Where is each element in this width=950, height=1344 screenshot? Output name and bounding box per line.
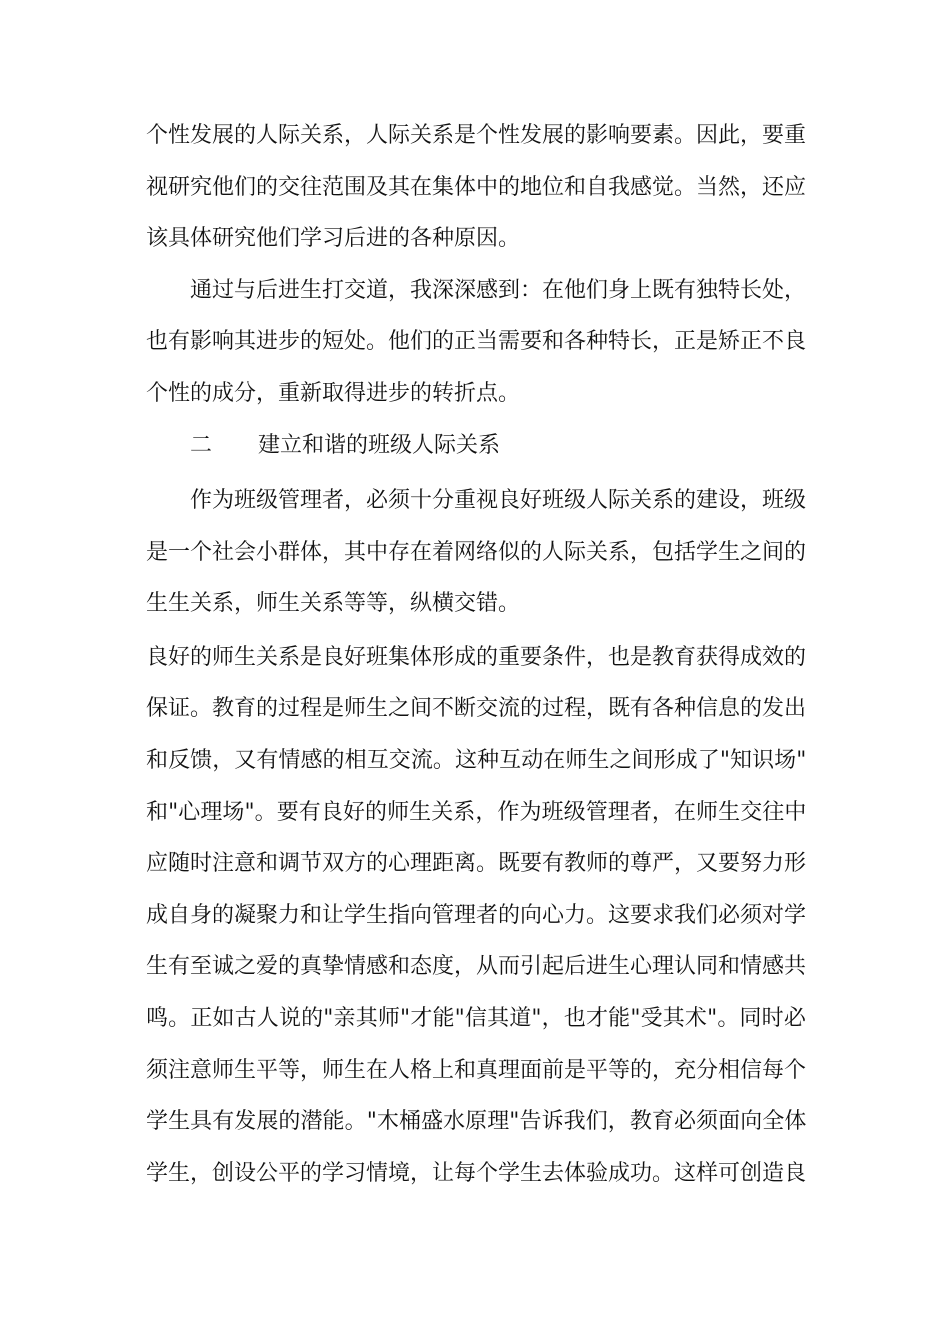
paragraph-line: 成自身的凝聚力和让学生指向管理者的向心力。这要求我们必须对学 xyxy=(146,903,807,928)
paragraph-line: 视研究他们的交往范围及其在集体中的地位和自我感觉。当然，还应 xyxy=(146,175,807,200)
paragraph-line: 应随时注意和调节双方的心理距离。既要有教师的尊严，又要努力形 xyxy=(146,851,807,876)
paragraph-line: 生生关系，师生关系等等，纵横交错。 xyxy=(146,591,521,616)
paragraph-line: 须注意师生平等，师生在人格上和真理面前是平等的，充分相信每个 xyxy=(146,1058,807,1083)
paragraph-line: 良好的师生关系是良好班集体形成的重要条件，也是教育获得成效的 xyxy=(146,645,807,670)
paragraph-line: 鸣。正如古人说的"亲其师"才能"信其道"，也才能"受其术"。同时必 xyxy=(146,1006,806,1031)
section-number: 二 xyxy=(190,433,213,458)
section-title: 建立和谐的班级人际关系 xyxy=(258,433,501,458)
paragraph-line: 保证。教育的过程是师生之间不断交流的过程，既有各种信息的发出 xyxy=(146,696,807,721)
paragraph-line: 学生，创设公平的学习情境，让每个学生去体验成功。这样可创造良 xyxy=(146,1161,807,1186)
paragraph-line: 学生具有发展的潜能。"木桶盛水原理"告诉我们，教育必须面向全体 xyxy=(146,1109,807,1134)
paragraph-line: 也有影响其进步的短处。他们的正当需要和各种特长，正是矫正不良 xyxy=(146,329,807,354)
paragraph-line: 和反馈，又有情感的相互交流。这种互动在师生之间形成了"知识场" xyxy=(146,748,807,773)
paragraph-line: 个性发展的人际关系，人际关系是个性发展的影响要素。因此，要重 xyxy=(146,123,807,148)
paragraph-line: 生有至诚之爱的真挚情感和态度，从而引起后进生心理认同和情感共 xyxy=(146,954,807,979)
paragraph-line: 个性的成分，重新取得进步的转折点。 xyxy=(146,381,521,406)
paragraph-line: 通过与后进生打交道，我深深感到：在他们身上既有独特长处， xyxy=(190,278,807,303)
paragraph-line: 作为班级管理者，必须十分重视良好班级人际关系的建设，班级 xyxy=(190,488,807,513)
paragraph-line: 该具体研究他们学习后进的各种原因。 xyxy=(146,226,521,251)
paragraph-line: 和"心理场"。要有良好的师生关系，作为班级管理者，在师生交往中 xyxy=(146,800,807,825)
paragraph-line: 是一个社会小群体，其中存在着网络似的人际关系，包括学生之间的 xyxy=(146,540,807,565)
